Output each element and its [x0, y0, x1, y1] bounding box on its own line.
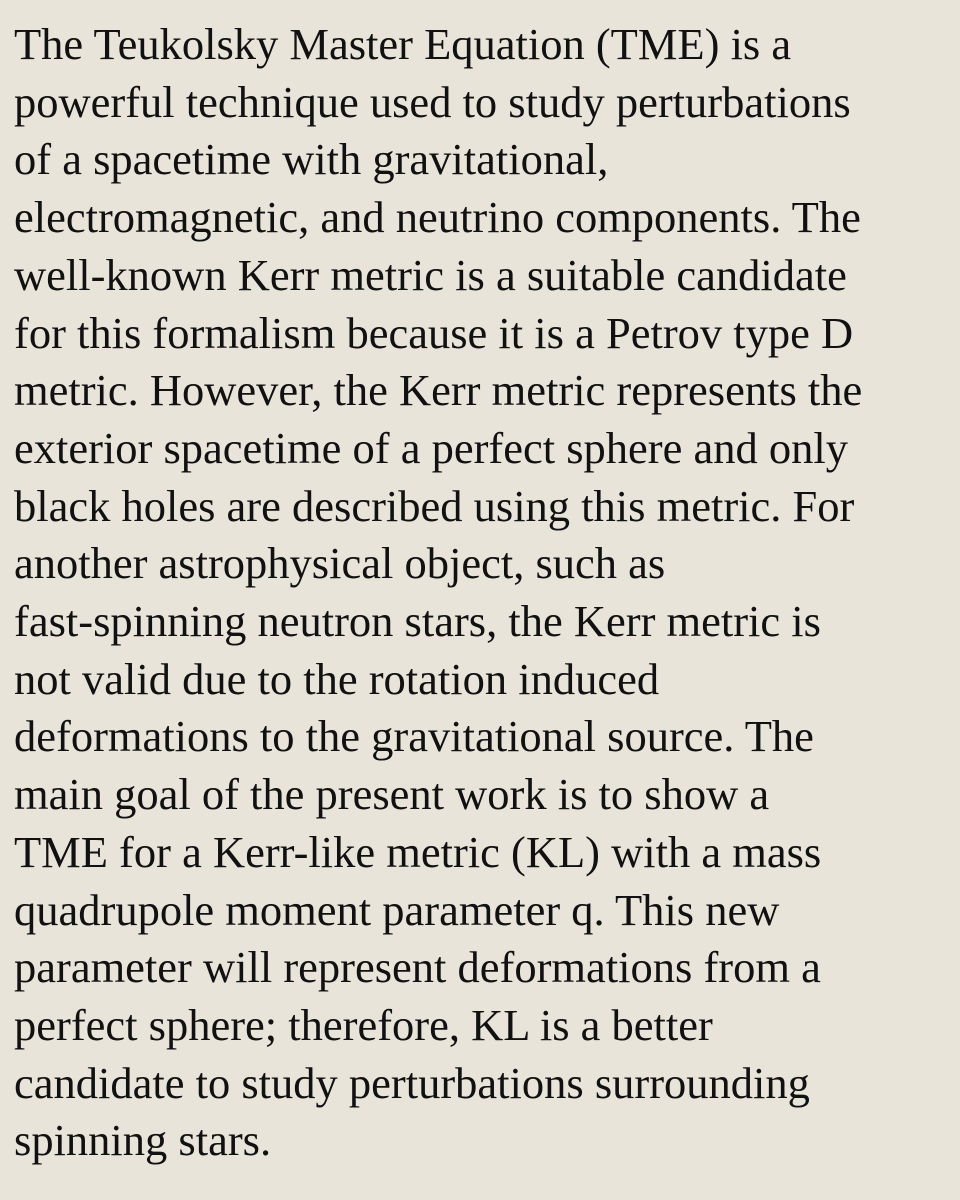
text-line-5: well-known Kerr metric is a suitable candidate [14, 249, 847, 300]
text-line-4: electromagnetic, and neutrino components. The [14, 192, 861, 243]
text-line-10: another astrophysical object, such as [14, 538, 666, 589]
text-line-1: The Teukolsky Master Equation (TME) is a [14, 19, 792, 69]
text-line-6: for this formalism because it is a Petrov type D [14, 307, 854, 358]
text-line-2: powerful technique used to study perturbations [14, 76, 851, 127]
text-line-11: fast-spinning neutron stars, the Kerr metric is [14, 596, 821, 647]
text-line-3: of a spacetime with gravitational, [14, 134, 609, 185]
text-line-16: quadrupole moment parameter q. This new [14, 884, 780, 935]
text-line-20: spinning stars. [14, 1115, 272, 1166]
text-line-15: TME for a Kerr-like metric (KL) with a mass [14, 826, 822, 877]
text-line-9: black holes are described using this metric. For [14, 480, 855, 531]
text-line-19: candidate to study perturbations surrounding [14, 1057, 810, 1108]
text-line-18: perfect sphere; therefore, KL is a better [14, 999, 713, 1050]
text-line-7: metric. However, the Kerr metric represents the [14, 365, 863, 416]
text-line-17: parameter will represent deformations from a [14, 942, 821, 993]
text-line-8: exterior spacetime of a perfect sphere and only [14, 422, 848, 473]
text-line-12: not valid due to the rotation induced [14, 653, 660, 704]
abstract-paragraph [14, 16, 946, 1170]
text-line-14: main goal of the present work is to show a [14, 769, 770, 820]
text-line-13: deformations to the gravitational source. The [14, 711, 814, 762]
